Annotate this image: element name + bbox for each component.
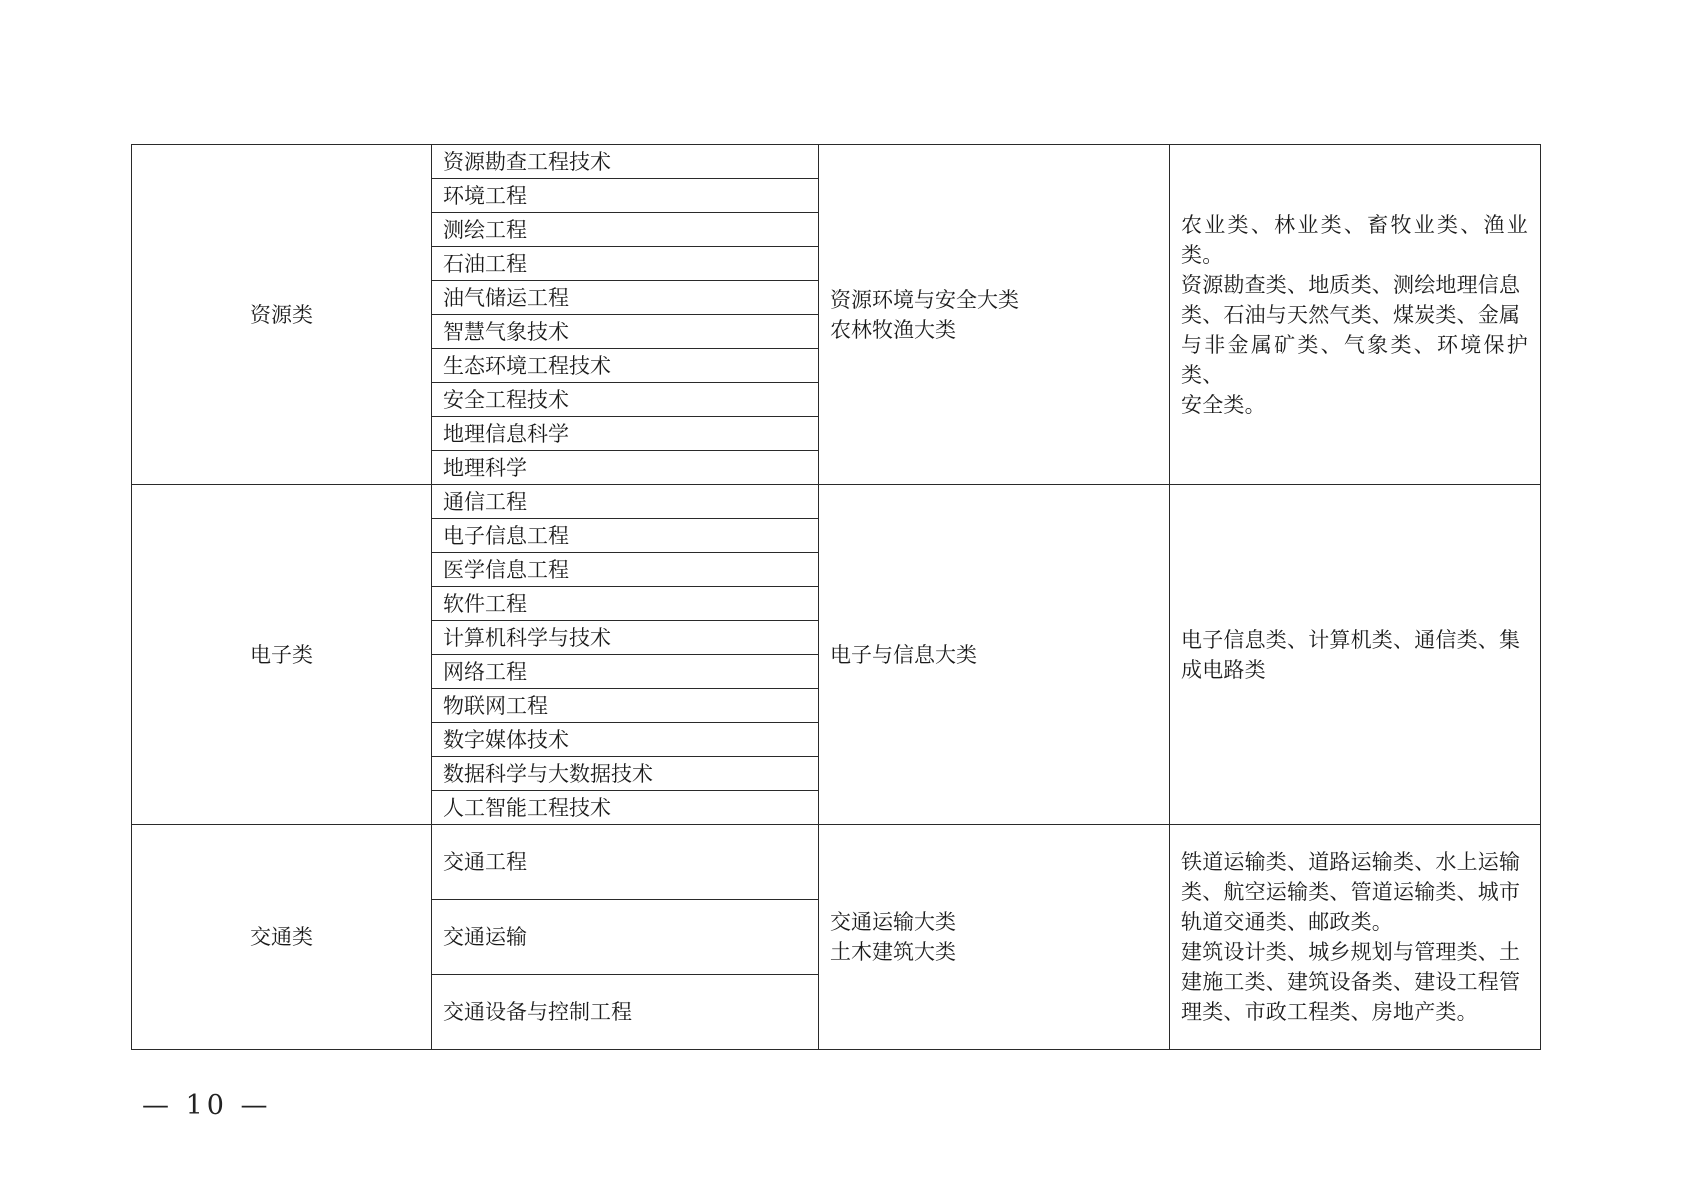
description-line: 类、航空运输类、管道运输类、城市 — [1181, 880, 1521, 904]
description-cell — [1170, 485, 1541, 825]
big-category-cell — [819, 145, 1170, 485]
major-cell: 数字媒体技术 — [432, 723, 819, 757]
description-line: 安全类。 — [1181, 392, 1266, 417]
major-cell: 数据科学与大数据技术 — [432, 757, 819, 791]
description-line: 电子信息类、计算机类、通信类、集 — [1181, 627, 1521, 652]
major-cell: 智慧气象技术 — [432, 315, 819, 349]
major-cell: 电子信息工程 — [432, 519, 819, 553]
major-cell: 网络工程 — [432, 655, 819, 689]
category-cell: 交通类 — [132, 825, 432, 1050]
major-cell: 交通工程 — [432, 825, 819, 900]
major-cell: 资源勘查工程技术 — [432, 145, 819, 179]
major-cell: 计算机科学与技术 — [432, 621, 819, 655]
big-category-line: 电子与信息大类 — [830, 642, 977, 667]
big-category-line: 农林牧渔大类 — [830, 317, 956, 342]
big-category-cell — [819, 485, 1170, 825]
table-row — [132, 485, 1541, 519]
major-cell: 地理科学 — [432, 451, 819, 485]
description-line: 建筑设计类、城乡规划与管理类、土 — [1181, 940, 1521, 964]
major-cell: 通信工程 — [432, 485, 819, 519]
table-row — [132, 825, 1541, 900]
category-cell: 资源类 — [132, 145, 432, 485]
table-row — [132, 145, 1541, 179]
description-line: 与非金属矿类、气象类、环境保护类、 — [1181, 332, 1528, 387]
description-line: 建施工类、建筑设备类、建设工程管 — [1181, 970, 1521, 994]
specialty-table — [131, 144, 1541, 1050]
description-line: 类、石油与天然气类、煤炭类、金属 — [1181, 302, 1521, 327]
description-line: 铁道运输类、道路运输类、水上运输 — [1181, 850, 1521, 874]
big-category-cell — [819, 825, 1170, 1050]
major-cell: 人工智能工程技术 — [432, 791, 819, 825]
description-line: 农业类、林业类、畜牧业类、渔业类。 — [1181, 212, 1528, 267]
major-cell: 医学信息工程 — [432, 553, 819, 587]
description-line: 资源勘查类、地质类、测绘地理信息 — [1181, 272, 1521, 297]
major-cell: 测绘工程 — [432, 213, 819, 247]
major-cell: 交通运输 — [432, 900, 819, 975]
description-line: 轨道交通类、邮政类。 — [1181, 910, 1393, 934]
major-cell: 石油工程 — [432, 247, 819, 281]
description-line: 成电路类 — [1181, 657, 1266, 682]
major-cell: 生态环境工程技术 — [432, 349, 819, 383]
description-cell — [1170, 145, 1541, 485]
description-line: 理类、市政工程类、房地产类。 — [1181, 1000, 1478, 1024]
major-cell: 物联网工程 — [432, 689, 819, 723]
big-category-line: 土木建筑大类 — [830, 940, 956, 964]
major-cell: 交通设备与控制工程 — [432, 975, 819, 1050]
page-number: — 10 — — [142, 1090, 272, 1121]
description-cell — [1170, 825, 1541, 1050]
major-cell: 软件工程 — [432, 587, 819, 621]
big-category-line: 交通运输大类 — [830, 910, 956, 934]
table-body — [132, 145, 1541, 1050]
major-cell: 安全工程技术 — [432, 383, 819, 417]
major-cell: 环境工程 — [432, 179, 819, 213]
major-cell: 油气储运工程 — [432, 281, 819, 315]
category-cell: 电子类 — [132, 485, 432, 825]
big-category-line: 资源环境与安全大类 — [830, 287, 1019, 312]
major-cell: 地理信息科学 — [432, 417, 819, 451]
